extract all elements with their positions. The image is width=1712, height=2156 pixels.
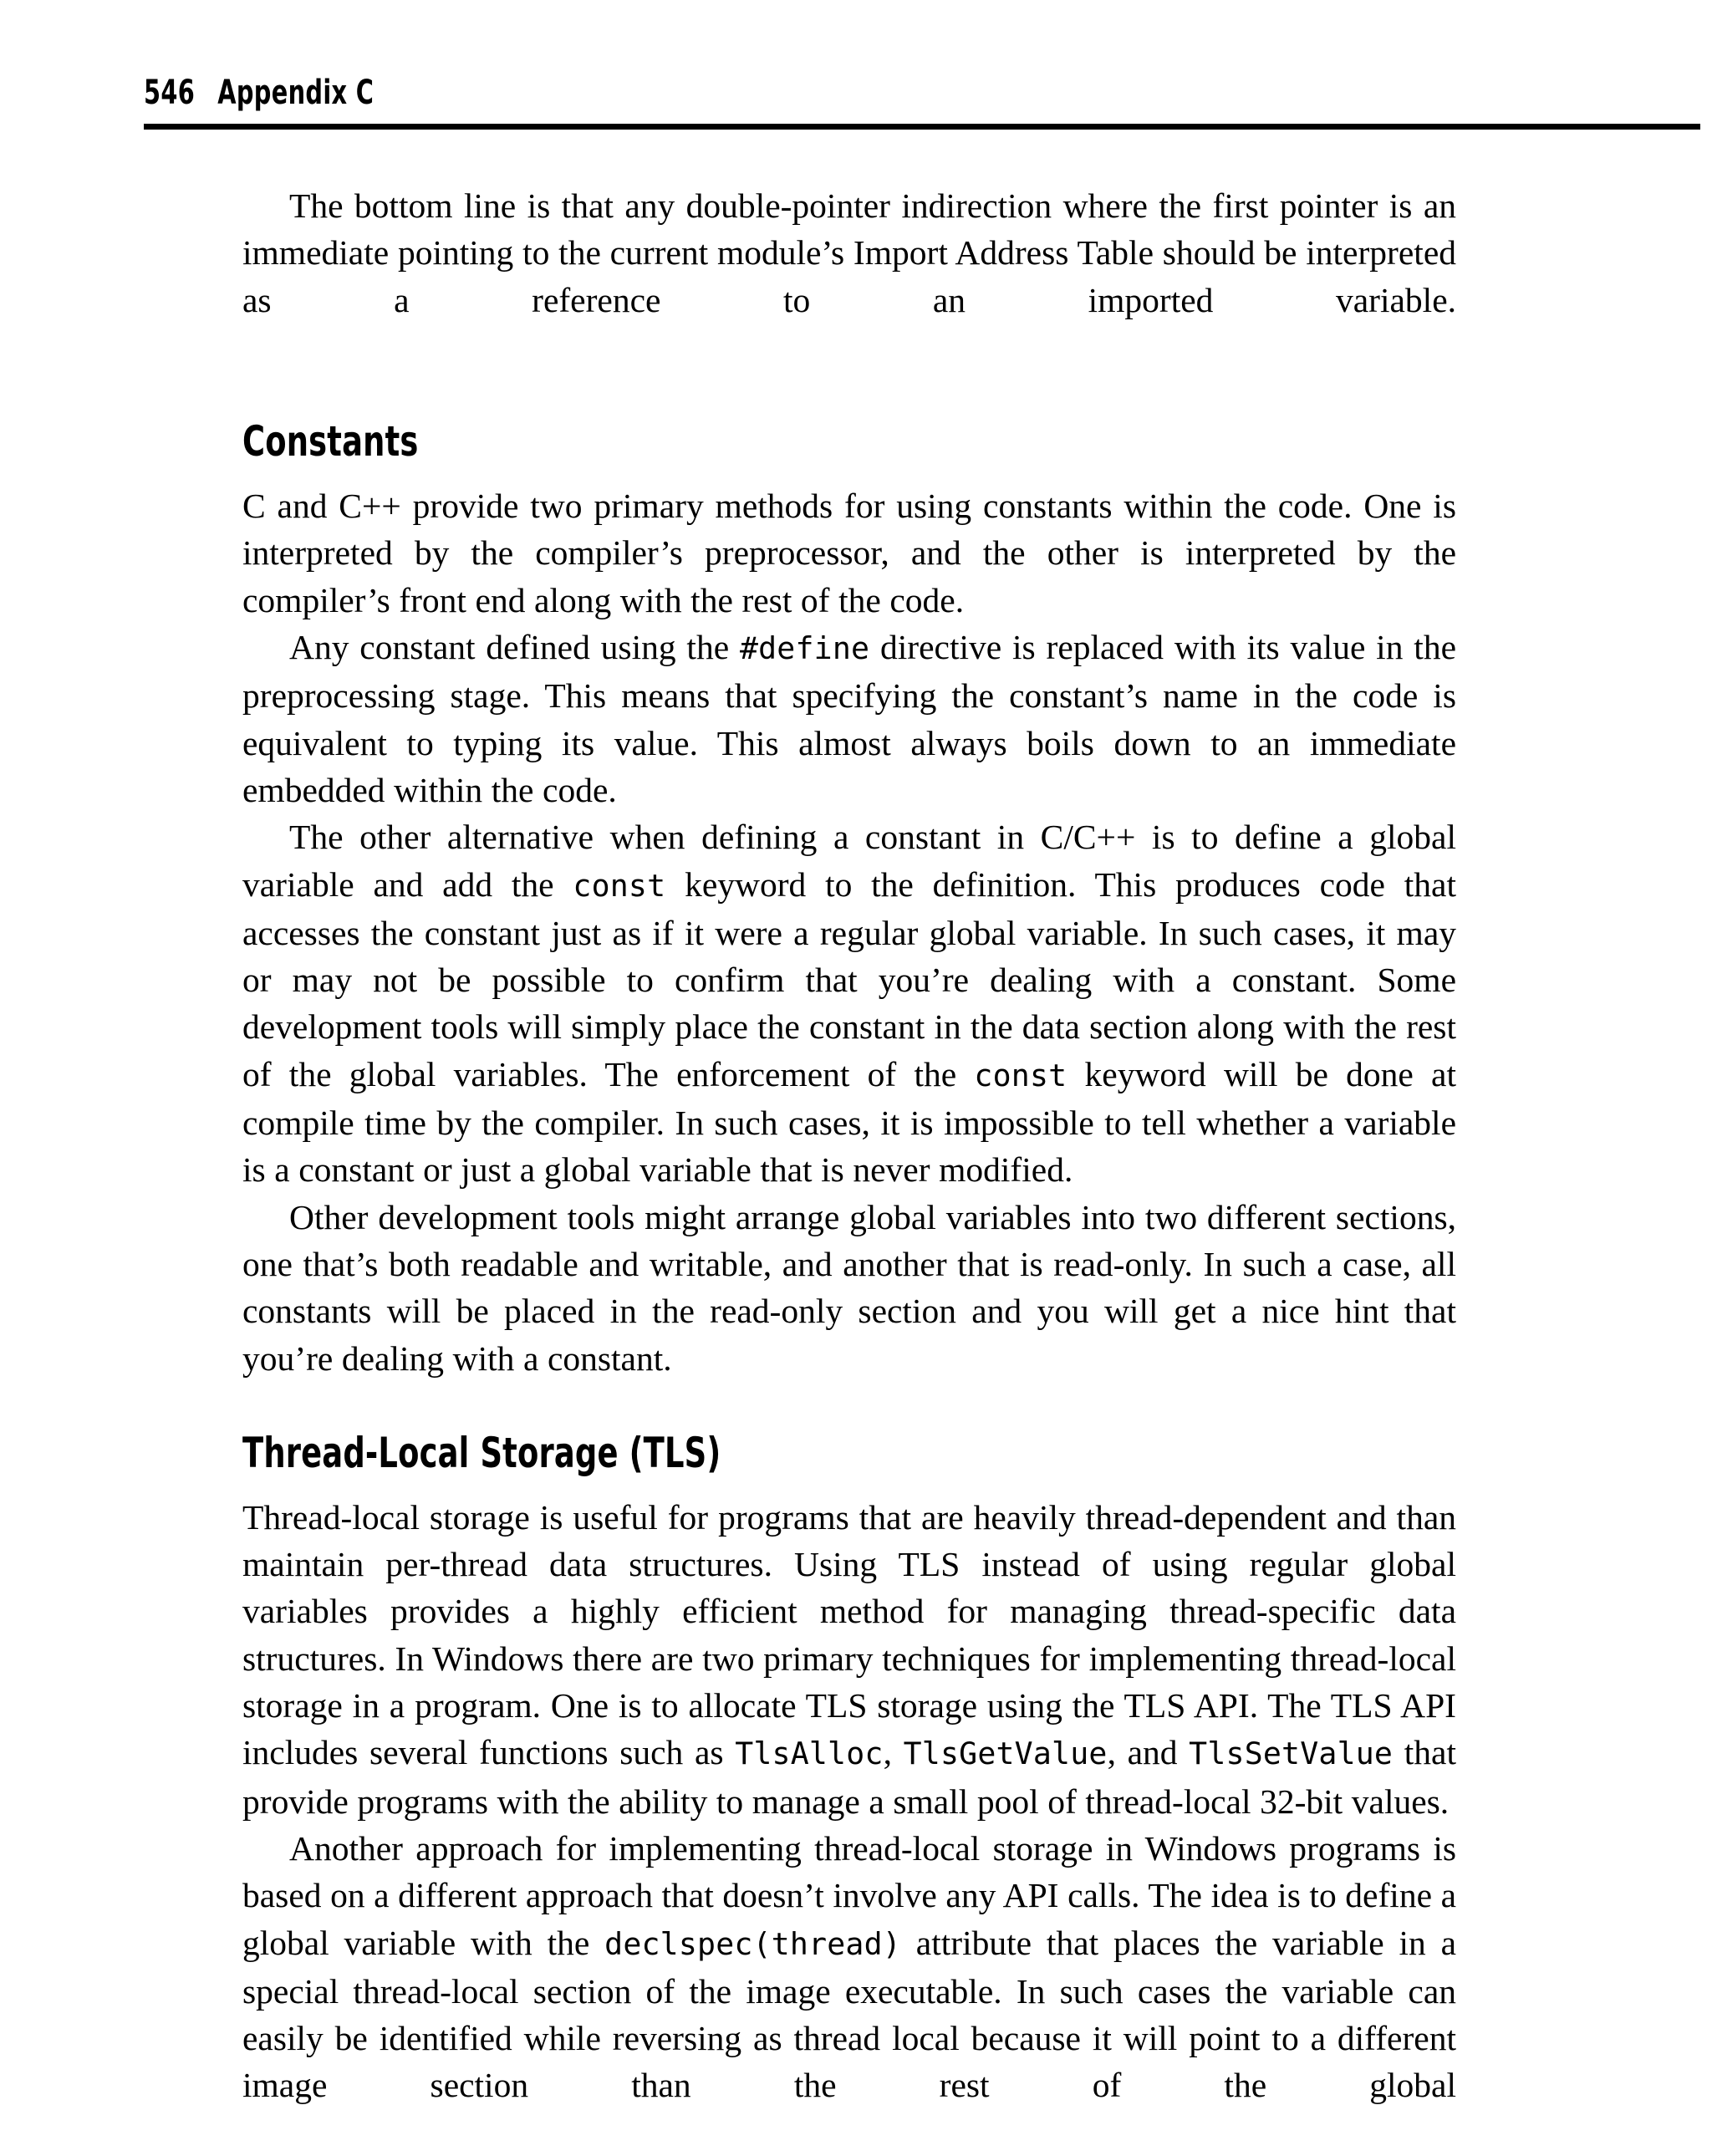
spacer xyxy=(242,370,1456,417)
section-heading: Constants xyxy=(242,417,419,466)
section-heading: Thread-Local Storage (TLS) xyxy=(242,1428,721,1477)
paragraph: Other development tools might arrange global variables into two different sections, one that’s both readable and writable, and another that is read-only. In such a case, all constants will be placed in the read-only section and you will get a nice hint that you’re dealing with a constant. xyxy=(242,1197,1456,1378)
paragraph: Any constant defined using the #define directive is replaced with its value in the preprocessing stage. This means that specifying the constant’s name in the code is equivalent to typing its value. This almost always boils down to an immediate embedded within the code. xyxy=(242,628,1456,809)
inline-code: TlsSetValue xyxy=(1189,1736,1394,1772)
spacer xyxy=(242,466,1456,482)
inline-code: const xyxy=(974,1057,1067,1093)
spacer xyxy=(242,1382,1456,1429)
running-head xyxy=(144,74,1700,112)
paragraph: Another approach for implementing thread-local storage in Windows programs is based on a different approach that doesn’t involve any API calls. The idea is to define a global variable with the declspec(thread) attribute that places the variable in a special thread-local section of the image executable. In such cases the variable can easily be identified while reversing as thread local because it will point to a different image section than the rest of the global xyxy=(242,1828,1456,2105)
text-column xyxy=(242,182,1456,2156)
sections-container xyxy=(242,370,1456,2156)
inline-code: TlsAlloc xyxy=(735,1736,884,1772)
header-rule xyxy=(144,124,1700,130)
inline-code: #define xyxy=(739,630,870,667)
paragraph: The other alternative when defining a constant in C/C++ is to define a global variable and add the const keyword to the definition. This produces code that accesses the constant just as if it were a regular global variable. In such cases, it may or may not be possible to confirm that you’re dealing with a constant. Some development tools will simply place the constant in the data section along with the rest of the global variables. The enforcement of the const keyword will be done at compile time by the compiler. In such cases, it is impossible to tell whether a variable is a constant or just a global variable that is never modified. xyxy=(242,818,1457,1190)
inline-code: TlsGetValue xyxy=(903,1736,1108,1772)
paragraph: C and C++ provide two primary methods for using constants within the code. One is interpreted by the compiler’s preprocessor, and the other is interpreted by the compiler’s front end along with the rest of the code. xyxy=(242,487,1456,619)
inline-code: declspec(thread) xyxy=(604,1925,901,1962)
spacer xyxy=(242,1477,1456,1494)
inline-code: const xyxy=(573,867,666,904)
page-number: 546 xyxy=(144,74,196,112)
paragraph: Thread-local storage is useful for programs that are heavily thread-dependent and than maintain per-thread data structures. Using TLS instead of using regular global variables provides a highly efficient method for managing thread-specific data structures. In Windows there are two primary techniques for implementing thread-local storage in a program. One is to allocate TLS storage using the TLS API. The TLS API includes several functions such as TlsAlloc, TlsGetValue, and TlsSetValue that provide programs with the ability to manage a small pool of thread-local 32-bit values. xyxy=(242,1497,1456,1821)
running-head-title: Appendix C xyxy=(217,74,374,112)
intro-paragraph: The bottom line is that any double-pointer indirection where the first pointer is an immediate pointing to the current module’s Import Address Table should be interpreted as a reference to an imported variable. xyxy=(242,186,1456,319)
